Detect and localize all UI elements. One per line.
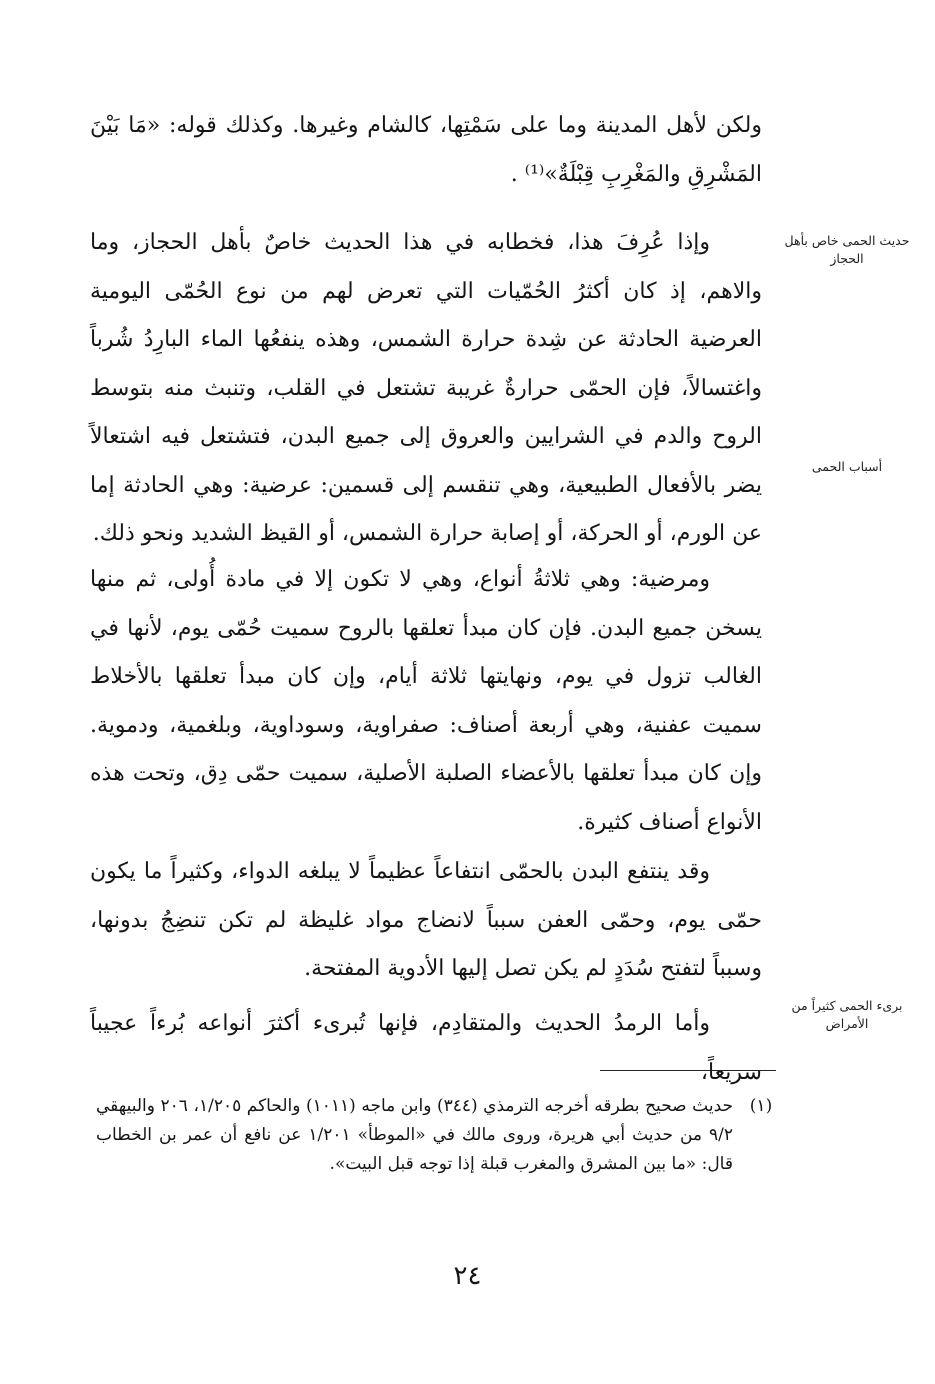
footnote-number: (١) [749,1096,773,1116]
marginal-note-cures: برىء الحمى كثيراً من الأمراض [791,998,903,1031]
footnote [96,1092,781,1179]
paragraph-hijaz [90,219,762,559]
page-number: ٢٤ [453,1261,482,1291]
paragraph-benefit-of-fever [90,848,762,994]
marginal-note-causes: أسباب الحمى [811,459,883,474]
paragraph-text: ومرضية: وهي ثلاثةُ أنواع، وهي لا تكون إلا في مادة أُولى، ثم منها يسخن جميع البدن. فإن كان مبدأ تعلقها بالروح سميت حُمّى يوم، لأنها في الغالب تزول في يوم، ونهايتها ثلاثة أيام، وإن كان مبدأ تعلقها بالأخلاط سميت عفنية، وهي أربعة أصناف: صفراوية، وسوداوية، وبلغمية، ودموية. وإن كان مبدأ تعلقها بالأعضاء الصلبة الأصلية، سميت حمّى دِق، وتحت هذه الأنواع أصناف كثيرة. [90,567,762,835]
paragraph-continuation [90,102,762,199]
paragraph-text: وإذا عُرِفَ هذا، فخطابه في هذا الحديث خاصٌ بأهل الحجاز، وما والاهم، إذ كان أكثرُ الحُمّيات التي تعرض لهم من نوع الحُمّى اليومية العرضية الحادثة عن شِدة حرارة الشمس، وهذه ينفعُها الماء البارِدُ شُرباً واغتسالاً، فإن الحمّى حرارةٌ غريبة تشتعل في القلب، وتنبث منه بتوسط الروح والدم في الشرايين والعروق إلى جميع البدن، فتشتعل فيه اشتعالاً يضر بالأفعال الطبيعية، وهي تنقسم إلى قسمين: عرضية: وهي الحادثة إما عن الورم، أو الحركة، أو إصابة حرارة الشمس، أو القيظ الشديد ونحو ذلك. [90,230,762,546]
paragraph-text: ولكن لأهل المدينة وما على سَمْتِها، كالشام وغيرها. وكذلك قوله: «مَا بَيْنَ المَشْرِقِ والمَغْرِبِ قِبْلَةٌ»⁽¹⁾ . [90,113,762,187]
footnote-divider [600,1070,776,1071]
paragraph-text: وأما الرمدُ الحديث والمتقادِم، فإنها تُبرىء أكثرَ أنواعه بُرءاً عجيباً سريعاً، [90,1011,762,1085]
footnote-text: حديث صحيح بطرقه أخرجه الترمذي (٣٤٤) وابن ماجه (١٠١١) والحاكم ١/٢٠٥، ٢٠٦ والبيهقي ٩/٢ من حديث أبي هريرة، وروى مالك في «الموطأ» ١/٢٠١ عن نافع أن عمر بن الخطاب قال: «ما بين المشرق والمغرب قبلة إذا توجه قبل البيت». [96,1096,733,1174]
marginal-note-hijaz: حديث الحمى خاص بأهل الحجاز [784,233,910,266]
paragraph-ophthalmia [90,1000,762,1097]
paragraph-types-of-fever [90,556,762,847]
paragraph-text: وقد ينتفع البدن بالحمّى انتفاعاً عظيماً لا يبلغه الدواء، وكثيراً ما يكون حمّى يوم، وحمّى العفن سبباً لانضاج مواد غليظة لم تكن تنضِجُ بدونها، وسبباً لتفتح سُدَدٍ لم يكن تصل إليها الأدوية المفتحة. [90,859,762,981]
